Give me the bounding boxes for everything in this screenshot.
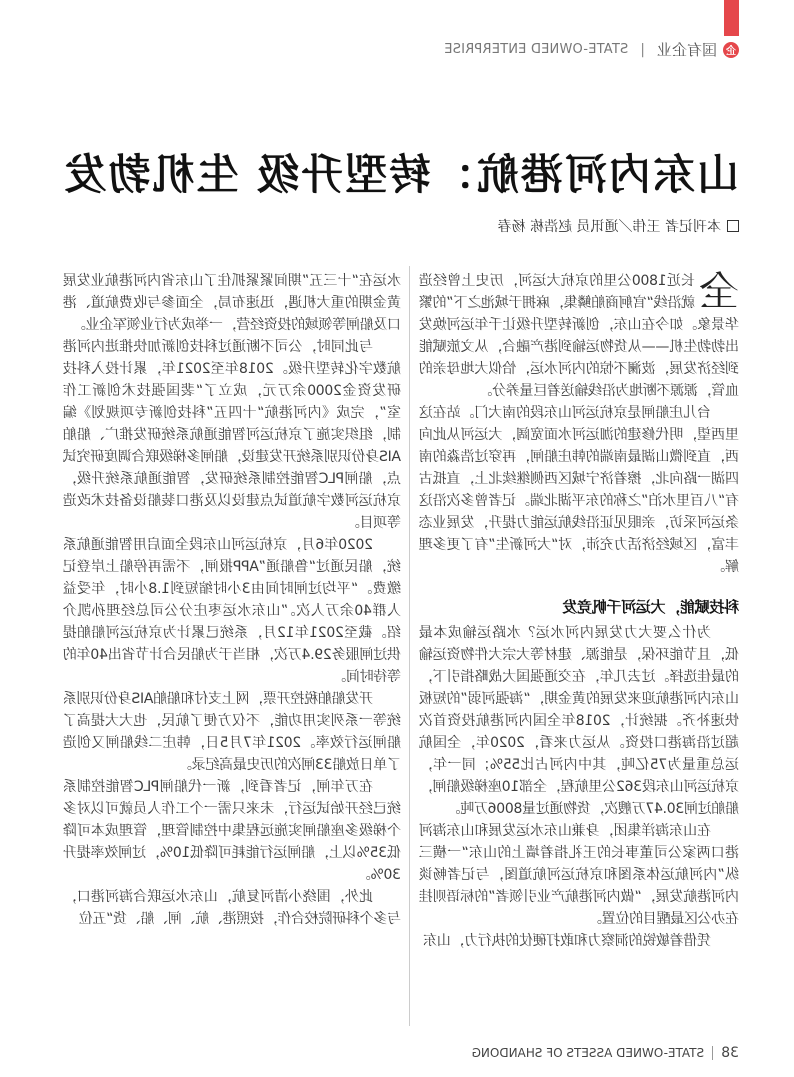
square-icon bbox=[727, 220, 739, 232]
paragraph: 2020年6月，京杭运河山东段全面启用智能通航系统，船民通过“鲁船通”APP报闸，不需再停船上岸登记缴费。“平均过闸时间由3小时缩短到1.8小时，年受益人群40余万人次。”山东水运枣庄分公司总经理孙凯介绍。截至2021年12月，系统已累计为京杭运河船舶提供过闸服务29.4万次，相当于为船民合计节省出40年的等待时间。 bbox=[63, 537, 401, 685]
article-column-2 bbox=[63, 270, 401, 930]
footer-separator bbox=[712, 1046, 713, 1060]
page-footer bbox=[472, 1045, 739, 1061]
section-header bbox=[444, 39, 739, 60]
page-number: 38 bbox=[721, 1045, 739, 1061]
paragraph: 台儿庄船闸是京杭运河山东段的南大门。站在这里西望，明代修建的泇运河水面宽阔，大运河从此向西，直到微山湖最南端的韩庄船闸，再穿过浩淼的南四湖一路向北，擦着济宁城区西侧继续北上，直抵古有“八百里水泊”之称的东平湖北端。记者曾多次沿这条运河采访，亲眼见证沿线航运能力提升，发展业态丰富，区域经济活力充沛，对“大河新生”有了更多理解。 bbox=[419, 405, 739, 575]
byline-text: 本刊记者 王伟／通讯员 赵浩栋 杨春 bbox=[497, 219, 721, 235]
paragraph: 开发船舶税控开票，网上支付和船舶AIS身份识别系统等一系列实用功能，不仅方便了航民，也大大提高了船闸运行效率。2021年7月5日，韩庄二线船闸又创造了单日放船33闸次的历史最高纪录。 bbox=[63, 691, 401, 773]
accent-bar bbox=[724, 0, 739, 36]
byline bbox=[498, 218, 739, 236]
publication-name: STATE-OWNED ASSETS OF SHANDONG bbox=[471, 1046, 705, 1060]
section-name-cn: 国有企业 bbox=[656, 41, 717, 59]
paragraph: 凭借着敏锐的洞察力和敢打硬仗的执行力，山东 bbox=[423, 933, 711, 949]
drop-cap: 全 bbox=[699, 269, 739, 315]
paragraph: 此外，围绕小清河复航，山东水运联合海河港口，与多个科研院校合作，按照港、航、闸、船、货“五位 bbox=[63, 889, 401, 927]
section-name-en: STATE-OWNED ENTERPRISE bbox=[444, 42, 629, 57]
column-divider bbox=[409, 266, 410, 1026]
paragraph: 水运在“十三五”期间紧紧抓住了山东省内河港航业发展黄金期的重大机遇，迅速布局，全面参与收费航道、港口及船闸等领域的投资经营，一举成为行业领军企业。 bbox=[63, 273, 401, 333]
article-column-1 bbox=[419, 270, 739, 952]
header-separator: | bbox=[640, 41, 645, 58]
state-owned-logo-icon: 企 bbox=[723, 42, 739, 58]
paragraph-text: 长近1800公里的京杭大运河，历史上曾经造就沿线“官舸商舶鳞集，麻拥于城池之下”的繁华景象。如今在山东，创新转型升级让千年运河焕发出勃勃生机——从货物运输到港产融合，从文旅赋能到经济发展，波澜不惊的内河水运，恰似大地母亲的血管，源源不断地为沿线输送着巨量养分。 bbox=[419, 273, 739, 399]
paragraph: 为什么要大力发展内河水运？水路运输成本最低，且节能环保，是能源、建材等大宗大件物资运输的最佳选择。过去几年，在交通强国大战略指引下，山东内河港航迎来发展的黄金期，“海强河弱”的短板快速补齐。据统计，2018年全国内河港航投资首次超过沿海港口投资。从运力来看，2020年，全国航运总重量为75亿吨，其中内河占比55%；同一年，京杭运河山东段362公里航程，全部10座梯级船闸，船舶过闸30.47万艘次，货物通过量8006万吨。 bbox=[419, 625, 739, 817]
paragraph bbox=[419, 270, 739, 402]
article-title: 山东内河港航：转型升级 生机勃发 bbox=[62, 150, 739, 199]
paragraph: 在山东海洋集团，身兼山东水运发展和山东海河港口两家公司董事长的王礼指着墙上的山东“一横三纵”内河航运体系图和京杭运河航道图，与记者畅谈内河港航发展，“做内河港航产业引领者”的标语则挂在办公区最醒目的位置。 bbox=[419, 823, 739, 927]
section-heading: 科技赋能，大运河千帆竞发 bbox=[562, 598, 739, 616]
paragraph: 在万年闸，记者看到，新一代船闸PLC智能控制系统已经开始试运行，未来只需一个工作人员就可以对多个梯级多座船闸实施远程集中控制管理，管理成本可降低35%以上，船闸运行能耗可降低10%，过闸效率提升30%。 bbox=[63, 779, 401, 883]
paragraph: 与此同时，公司不断通过科技创新加快推进内河港航数字化转型升级。2018年至2021年，累计投入科技研发资金2000余万元，成立了“裴国强技术创新工作室”，完成《内河港航“十四五”科技创新专项规划》编制，组织实施了京杭运河智能通航系统研发推广、船舶AIS身份识别系统开发建设，船闸多梯级联合调度研究试点，船闸PLC智能控制系统研发，智能通航系统升级，京杭运河数字航道试点建设以及港口装船设备技术改造等项目。 bbox=[63, 339, 401, 531]
